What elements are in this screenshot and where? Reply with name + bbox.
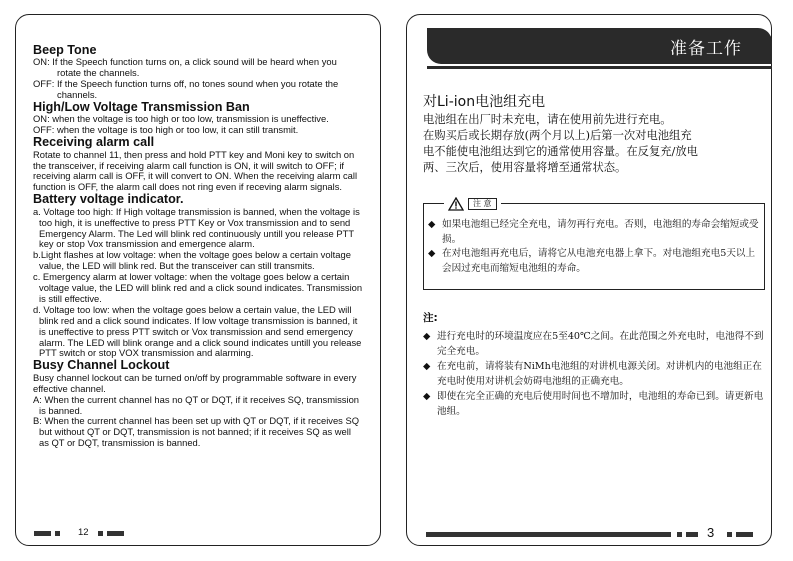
section-heading: Receiving alarm call [33, 135, 155, 150]
footer-bar-decoration [55, 531, 60, 536]
body-line: 在购买后或长期存放(两个月以上)后第一次对电池组充 [423, 129, 692, 142]
notes-list [423, 330, 768, 421]
page-number: 3 [707, 525, 715, 540]
chapter-banner [427, 28, 772, 64]
chapter-title: 准备工作 [670, 39, 742, 59]
bullet-icon: ◆ [428, 248, 436, 259]
section-heading: Beep Tone [33, 43, 97, 57]
footer-bar-decoration [98, 531, 103, 536]
paragraph: ON: If the Speech function turns on, a click sound will be heard when you rotate the channels. [33, 56, 337, 79]
bullet-icon: ◆ [423, 331, 431, 342]
paragraph: OFF: when the voltage is too high or too low, it can still transmit. [33, 124, 299, 136]
footer-bar-decoration [34, 531, 51, 536]
bullet-icon: ◆ [423, 391, 431, 403]
note-item: ◆ 进行充电时的环境温度应在5至40℃之间。在此范围之外充电时，电池得不到完全充电。 [423, 331, 764, 357]
bullet-icon: ◆ [423, 361, 431, 373]
paragraph: B: When the current channel has been set up with QT or DQT, if it receives SQ but without QT or DQT, transmission is not banned; if it receives SQ as well as QT or DQT, transmission is banned. [33, 415, 360, 449]
footer-bar-decoration [686, 532, 698, 537]
note-item: ◆ 在充电前，请将装有NiMh电池组的对讲机电源关闭。对讲机内的电池组正在充电时使用对讲机会妨碍电池组的正确充电。 [423, 361, 762, 387]
note-item: ◆ 即使在完全正确的充电后使用时间也不增加时，电池组的寿命已到。请更新电池组。 [423, 391, 764, 417]
caution-item: ◆ 如果电池组已经完全充电，请勿再行充电。否则，电池组的寿命会缩短或受损。 [428, 219, 759, 245]
left-page-content [33, 44, 363, 449]
paragraph: c. Emergency alarm at lower voltage: when the voltage goes below a certain voltage value, the LED will blink red and a click sound indicates. Transmission is still effective. [33, 271, 363, 304]
page-number: 12 [78, 527, 89, 538]
notes-heading: 注: [423, 312, 438, 324]
paragraph: ON: when the voltage is too high or too low, transmission is uneffective. [33, 113, 329, 125]
caution-header [444, 196, 501, 211]
caution-item: ◆ 在对电池组再充电后，请将它从电池充电器上拿下。对电池组充电5天以上会因过充电而缩短电池组的寿命。 [428, 248, 756, 274]
paragraph: Busy channel lockout can be turned on/off by programmable software in every effective channel. [33, 371, 357, 394]
bullet-icon: ◆ [428, 219, 436, 230]
warning-triangle-icon [448, 197, 464, 211]
caution-box [423, 198, 765, 290]
paragraph: d. Voltage too low: when the voltage goes below a certain value, the LED will blink red and a click sound indicates. If low voltage transmission is banned, it is uneffective to press PTT switch or Vox transmission and send emergency alarm. The LED will blink orange and a click sound indicates untill you release PTT switch or stop VOX transmission and alarming. [33, 303, 362, 359]
body-line: 两、三次后，使用容量将增至通常状态。 [423, 161, 627, 174]
section-heading: Busy Channel Lockout [33, 358, 170, 373]
paragraph: Rotate to channel 11, then press and hold PTT key and Moni key to switch on the transceiver, if receiving alarm call function is ON, it will switch to OFF; if receiving alarm call is OFF, it will convert to ON. When the receiving alarm call function is OFF, the alarm call does not ring even if receving alarm signals. [33, 148, 358, 193]
section-heading: Battery voltage indicator. [33, 192, 184, 207]
paragraph: a. Voltage too high: If High voltage transmission is banned, when the voltage is too high, it is uneffective to press PTT Key or Vox transmission and to send Emergency Alarm. The Led will blink red continuously untill you release PTT key or stop Vox transmission and emergence alarm. [33, 205, 360, 250]
paragraph: b.Light flashes at low voltage: when the voltage goes below a certain voltage value, the LED will blink red. But the transceiver can still transmits. [33, 249, 351, 272]
footer-bar-decoration [677, 532, 682, 537]
banner-underline [427, 66, 772, 69]
footer-bar-decoration [736, 532, 753, 537]
section-title: 对Li-ion电池组充电 [423, 94, 546, 110]
paragraph: OFF: If the Speech function turns off, no tones sound when you rotate the channels. [33, 78, 339, 101]
caution-label: 注 意 [468, 198, 497, 210]
body-line: 电不能使电池组达到它的通常使用容量。在反复充/放电 [423, 145, 698, 158]
caution-list [428, 218, 762, 276]
footer-bar-decoration [727, 532, 732, 537]
body-line: 电池组在出厂时未充电，请在使用前先进行充电。 [423, 113, 672, 126]
section-heading: High/Low Voltage Transmission Ban [33, 100, 250, 115]
footer-bar-decoration [107, 531, 124, 536]
right-page-footer [426, 525, 771, 540]
paragraph: A: When the current channel has no QT or DQT, if it receives SQ, transmission is banned. [33, 393, 359, 416]
section-body [423, 112, 768, 176]
footer-bar-decoration [426, 532, 671, 537]
